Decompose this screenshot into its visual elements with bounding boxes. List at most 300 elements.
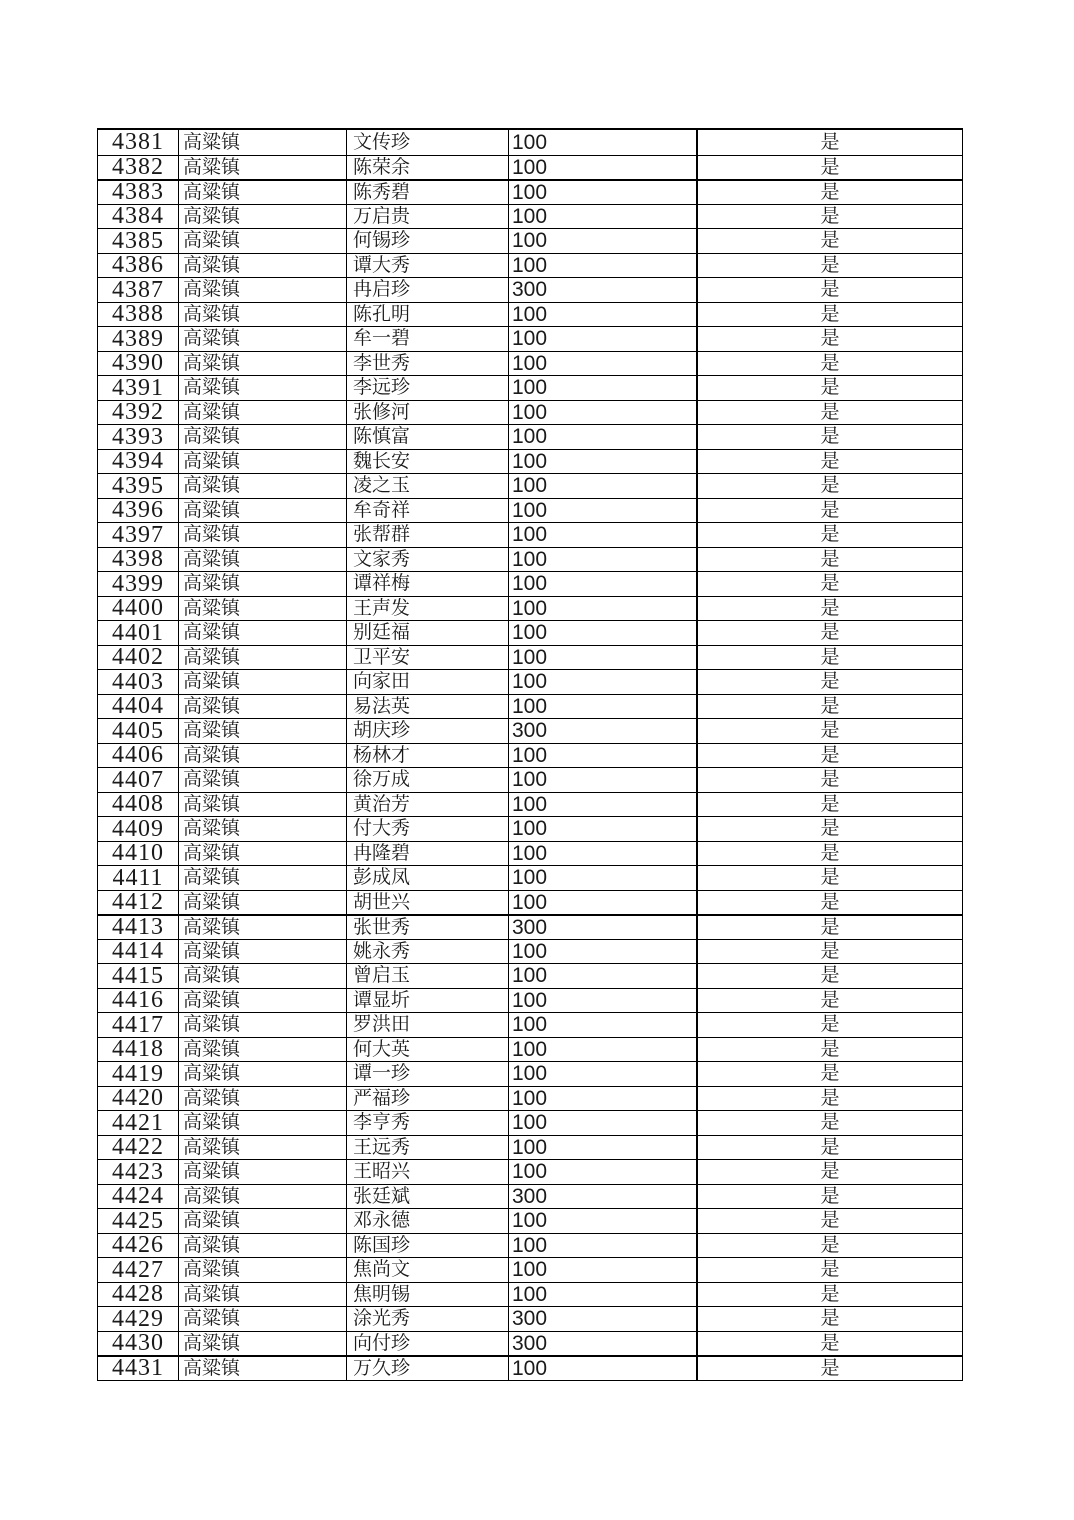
person-name-cell: 李亨秀 xyxy=(346,1111,508,1135)
serial-number-cell: 4400 xyxy=(112,596,164,620)
person-name-cell: 文传珍 xyxy=(346,130,508,155)
amount-cell: 100 xyxy=(508,1062,696,1086)
table-row xyxy=(98,1159,962,1184)
amount-cell: 100 xyxy=(508,964,696,988)
person-name-cell: 徐万成 xyxy=(346,768,508,792)
confirmed-cell: 是 xyxy=(696,744,962,768)
person-name-cell: 陈秀碧 xyxy=(346,181,508,204)
table-row xyxy=(98,1208,962,1233)
town-cell: 高粱镇 xyxy=(178,181,346,204)
serial-number-cell: 4418 xyxy=(112,1037,164,1061)
town-cell: 高粱镇 xyxy=(178,842,346,866)
person-name-cell: 胡庆珍 xyxy=(346,719,508,743)
table-row xyxy=(98,498,962,523)
amount-cell: 100 xyxy=(508,1013,696,1037)
serial-number-cell: 4416 xyxy=(112,988,164,1012)
table-row xyxy=(98,645,962,670)
confirmed-cell: 是 xyxy=(696,181,962,204)
person-name-cell: 何大英 xyxy=(346,1038,508,1062)
table-row xyxy=(98,1110,962,1135)
confirmed-cell: 是 xyxy=(696,1136,962,1160)
table-row xyxy=(98,792,962,817)
confirmed-cell: 是 xyxy=(696,719,962,743)
amount-cell: 100 xyxy=(508,450,696,474)
table-row xyxy=(98,694,962,719)
town-cell: 高粱镇 xyxy=(178,1307,346,1331)
amount-cell: 100 xyxy=(508,499,696,523)
confirmed-cell: 是 xyxy=(696,254,962,278)
serial-number-cell: 4384 xyxy=(112,204,164,228)
serial-number-cell: 4428 xyxy=(112,1282,164,1306)
table-row xyxy=(98,1233,962,1258)
town-cell: 高粱镇 xyxy=(178,229,346,253)
confirmed-cell: 是 xyxy=(696,130,962,155)
amount-cell: 100 xyxy=(508,891,696,915)
town-cell: 高粱镇 xyxy=(178,523,346,547)
amount-cell: 100 xyxy=(508,572,696,596)
confirmed-cell: 是 xyxy=(696,1111,962,1135)
person-name-cell: 何锡珍 xyxy=(346,229,508,253)
town-cell: 高粱镇 xyxy=(178,548,346,572)
serial-number-cell: 4395 xyxy=(112,474,164,498)
town-cell: 高粱镇 xyxy=(178,989,346,1013)
person-name-cell: 黄治芳 xyxy=(346,793,508,817)
serial-number-cell: 4382 xyxy=(112,155,164,179)
town-cell: 高粱镇 xyxy=(178,940,346,964)
confirmed-cell: 是 xyxy=(696,597,962,621)
town-cell: 高粱镇 xyxy=(178,572,346,596)
amount-cell: 100 xyxy=(508,352,696,376)
serial-number-cell: 4390 xyxy=(112,351,164,375)
town-cell: 高粱镇 xyxy=(178,1332,346,1356)
serial-number-cell: 4422 xyxy=(112,1135,164,1159)
serial-number-cell: 4399 xyxy=(112,572,164,596)
serial-number-cell: 4389 xyxy=(112,327,164,351)
amount-cell: 100 xyxy=(508,1160,696,1184)
town-cell: 高粱镇 xyxy=(178,695,346,719)
table-row xyxy=(98,326,962,351)
table-row xyxy=(98,179,962,204)
serial-number-cell: 4383 xyxy=(112,181,164,204)
table-row xyxy=(98,130,962,155)
amount-cell: 100 xyxy=(508,548,696,572)
confirmed-cell: 是 xyxy=(696,327,962,351)
amount-cell: 100 xyxy=(508,646,696,670)
person-name-cell: 张修河 xyxy=(346,401,508,425)
serial-number-cell: 4391 xyxy=(112,376,164,400)
town-cell: 高粱镇 xyxy=(178,744,346,768)
town-cell: 高粱镇 xyxy=(178,646,346,670)
confirmed-cell: 是 xyxy=(696,940,962,964)
amount-cell: 100 xyxy=(508,229,696,253)
confirmed-cell: 是 xyxy=(696,1185,962,1209)
amount-cell: 100 xyxy=(508,156,696,180)
amount-cell: 100 xyxy=(508,1087,696,1111)
confirmed-cell: 是 xyxy=(696,842,962,866)
person-name-cell: 陈孔明 xyxy=(346,303,508,327)
town-cell: 高粱镇 xyxy=(178,1258,346,1282)
serial-number-cell: 4398 xyxy=(112,547,164,571)
town-cell: 高粱镇 xyxy=(178,670,346,694)
serial-number-cell: 4403 xyxy=(112,670,164,694)
confirmed-cell: 是 xyxy=(696,646,962,670)
table-row xyxy=(98,228,962,253)
serial-number-cell: 4411 xyxy=(112,866,164,890)
confirmed-cell: 是 xyxy=(696,352,962,376)
serial-number-cell: 4394 xyxy=(112,449,164,473)
person-name-cell: 李世秀 xyxy=(346,352,508,376)
person-name-cell: 胡世兴 xyxy=(346,891,508,915)
amount-cell: 100 xyxy=(508,254,696,278)
table-row xyxy=(98,253,962,278)
serial-number-cell: 4405 xyxy=(112,719,164,743)
town-cell: 高粱镇 xyxy=(178,817,346,841)
amount-cell: 100 xyxy=(508,1209,696,1233)
confirmed-cell: 是 xyxy=(696,205,962,229)
town-cell: 高粱镇 xyxy=(178,327,346,351)
town-cell: 高粱镇 xyxy=(178,1160,346,1184)
table-row xyxy=(98,743,962,768)
table-row xyxy=(98,1306,962,1331)
amount-cell: 100 xyxy=(508,303,696,327)
table-row xyxy=(98,571,962,596)
confirmed-cell: 是 xyxy=(696,964,962,988)
amount-cell: 100 xyxy=(508,621,696,645)
amount-cell: 100 xyxy=(508,1357,696,1380)
town-cell: 高粱镇 xyxy=(178,621,346,645)
confirmed-cell: 是 xyxy=(696,768,962,792)
confirmed-cell: 是 xyxy=(696,156,962,180)
amount-cell: 100 xyxy=(508,523,696,547)
serial-number-cell: 4409 xyxy=(112,817,164,841)
town-cell: 高粱镇 xyxy=(178,866,346,890)
serial-number-cell: 4430 xyxy=(112,1331,164,1355)
town-cell: 高粱镇 xyxy=(178,376,346,400)
serial-number-cell: 4408 xyxy=(112,792,164,816)
confirmed-cell: 是 xyxy=(696,916,962,939)
person-name-cell: 易法英 xyxy=(346,695,508,719)
serial-number-cell: 4404 xyxy=(112,694,164,718)
serial-number-cell: 4427 xyxy=(112,1258,164,1282)
table-row xyxy=(98,963,962,988)
serial-number-cell: 4393 xyxy=(112,425,164,449)
person-name-cell: 牟奇祥 xyxy=(346,499,508,523)
table-row xyxy=(98,375,962,400)
serial-number-cell: 4414 xyxy=(112,939,164,963)
table-row xyxy=(98,547,962,572)
serial-number-cell: 4401 xyxy=(112,621,164,645)
person-name-cell: 付大秀 xyxy=(346,817,508,841)
serial-number-cell: 4420 xyxy=(112,1086,164,1110)
payment-record-table xyxy=(97,128,963,1381)
amount-cell: 100 xyxy=(508,376,696,400)
person-name-cell: 陈国珍 xyxy=(346,1234,508,1258)
person-name-cell: 张廷斌 xyxy=(346,1185,508,1209)
person-name-cell: 杨林才 xyxy=(346,744,508,768)
confirmed-cell: 是 xyxy=(696,474,962,498)
town-cell: 高粱镇 xyxy=(178,450,346,474)
table-row xyxy=(98,522,962,547)
confirmed-cell: 是 xyxy=(696,499,962,523)
confirmed-cell: 是 xyxy=(696,1062,962,1086)
confirmed-cell: 是 xyxy=(696,450,962,474)
person-name-cell: 王昭兴 xyxy=(346,1160,508,1184)
table-row xyxy=(98,155,962,180)
table-row xyxy=(98,1135,962,1160)
person-name-cell: 陈慎富 xyxy=(346,425,508,449)
table-row xyxy=(98,596,962,621)
town-cell: 高粱镇 xyxy=(178,891,346,915)
person-name-cell: 张帮群 xyxy=(346,523,508,547)
amount-cell: 300 xyxy=(508,916,696,939)
table-row xyxy=(98,1086,962,1111)
amount-cell: 100 xyxy=(508,181,696,204)
confirmed-cell: 是 xyxy=(696,1332,962,1356)
confirmed-cell: 是 xyxy=(696,425,962,449)
amount-cell: 100 xyxy=(508,425,696,449)
confirmed-cell: 是 xyxy=(696,548,962,572)
table-row xyxy=(98,1355,962,1380)
amount-cell: 100 xyxy=(508,474,696,498)
person-name-cell: 焦明锡 xyxy=(346,1283,508,1307)
town-cell: 高粱镇 xyxy=(178,156,346,180)
confirmed-cell: 是 xyxy=(696,1357,962,1380)
town-cell: 高粱镇 xyxy=(178,597,346,621)
confirmed-cell: 是 xyxy=(696,376,962,400)
person-name-cell: 谭大秀 xyxy=(346,254,508,278)
table-row xyxy=(98,1331,962,1356)
serial-number-cell: 4386 xyxy=(112,253,164,277)
town-cell: 高粱镇 xyxy=(178,719,346,743)
confirmed-cell: 是 xyxy=(696,891,962,915)
amount-cell: 100 xyxy=(508,1111,696,1135)
table-row xyxy=(98,669,962,694)
confirmed-cell: 是 xyxy=(696,401,962,425)
person-name-cell: 万久珍 xyxy=(346,1357,508,1380)
table-row xyxy=(98,890,962,915)
confirmed-cell: 是 xyxy=(696,989,962,1013)
serial-number-cell: 4406 xyxy=(112,743,164,767)
table-row xyxy=(98,1037,962,1062)
table-row xyxy=(98,865,962,890)
serial-number-cell: 4426 xyxy=(112,1233,164,1257)
town-cell: 高粱镇 xyxy=(178,1185,346,1209)
amount-cell: 100 xyxy=(508,597,696,621)
person-name-cell: 焦尚文 xyxy=(346,1258,508,1282)
amount-cell: 100 xyxy=(508,327,696,351)
amount-cell: 100 xyxy=(508,866,696,890)
amount-cell: 300 xyxy=(508,719,696,743)
person-name-cell: 严福珍 xyxy=(346,1087,508,1111)
amount-cell: 100 xyxy=(508,401,696,425)
person-name-cell: 牟一碧 xyxy=(346,327,508,351)
serial-number-cell: 4424 xyxy=(112,1184,164,1208)
town-cell: 高粱镇 xyxy=(178,916,346,939)
amount-cell: 100 xyxy=(508,744,696,768)
confirmed-cell: 是 xyxy=(696,572,962,596)
town-cell: 高粱镇 xyxy=(178,1111,346,1135)
amount-cell: 300 xyxy=(508,1332,696,1356)
confirmed-cell: 是 xyxy=(696,866,962,890)
table-row xyxy=(98,1012,962,1037)
town-cell: 高粱镇 xyxy=(178,425,346,449)
table-row xyxy=(98,988,962,1013)
person-name-cell: 罗洪田 xyxy=(346,1013,508,1037)
confirmed-cell: 是 xyxy=(696,1209,962,1233)
serial-number-cell: 4431 xyxy=(112,1357,164,1380)
town-cell: 高粱镇 xyxy=(178,278,346,302)
amount-cell: 300 xyxy=(508,1185,696,1209)
person-name-cell: 凌之玉 xyxy=(346,474,508,498)
person-name-cell: 冉隆碧 xyxy=(346,842,508,866)
person-name-cell: 王远秀 xyxy=(346,1136,508,1160)
serial-number-cell: 4397 xyxy=(112,523,164,547)
amount-cell: 100 xyxy=(508,1283,696,1307)
serial-number-cell: 4396 xyxy=(112,498,164,522)
town-cell: 高粱镇 xyxy=(178,499,346,523)
amount-cell: 100 xyxy=(508,940,696,964)
table-row xyxy=(98,424,962,449)
serial-number-cell: 4423 xyxy=(112,1160,164,1184)
person-name-cell: 万启贵 xyxy=(346,205,508,229)
town-cell: 高粱镇 xyxy=(178,205,346,229)
table-row xyxy=(98,914,962,939)
town-cell: 高粱镇 xyxy=(178,1136,346,1160)
person-name-cell: 谭显圻 xyxy=(346,989,508,1013)
serial-number-cell: 4392 xyxy=(112,400,164,424)
town-cell: 高粱镇 xyxy=(178,1234,346,1258)
town-cell: 高粱镇 xyxy=(178,768,346,792)
confirmed-cell: 是 xyxy=(696,1283,962,1307)
table-row xyxy=(98,1257,962,1282)
amount-cell: 100 xyxy=(508,1234,696,1258)
table-row xyxy=(98,1061,962,1086)
serial-number-cell: 4388 xyxy=(112,302,164,326)
town-cell: 高粱镇 xyxy=(178,1013,346,1037)
serial-number-cell: 4381 xyxy=(112,130,164,155)
person-name-cell: 文家秀 xyxy=(346,548,508,572)
serial-number-cell: 4417 xyxy=(112,1013,164,1037)
serial-number-cell: 4421 xyxy=(112,1111,164,1135)
town-cell: 高粱镇 xyxy=(178,793,346,817)
amount-cell: 100 xyxy=(508,695,696,719)
table-row xyxy=(98,939,962,964)
table-row xyxy=(98,1282,962,1307)
table-row xyxy=(98,204,962,229)
table-row xyxy=(98,277,962,302)
town-cell: 高粱镇 xyxy=(178,352,346,376)
amount-cell: 100 xyxy=(508,1136,696,1160)
amount-cell: 100 xyxy=(508,793,696,817)
person-name-cell: 陈荣余 xyxy=(346,156,508,180)
table-row xyxy=(98,473,962,498)
person-name-cell: 谭祥梅 xyxy=(346,572,508,596)
confirmed-cell: 是 xyxy=(696,1038,962,1062)
town-cell: 高粱镇 xyxy=(178,964,346,988)
serial-number-cell: 4402 xyxy=(112,645,164,669)
serial-number-cell: 4415 xyxy=(112,964,164,988)
confirmed-cell: 是 xyxy=(696,278,962,302)
serial-number-cell: 4429 xyxy=(112,1307,164,1331)
person-name-cell: 曾启玉 xyxy=(346,964,508,988)
confirmed-cell: 是 xyxy=(696,1087,962,1111)
table-row xyxy=(98,767,962,792)
town-cell: 高粱镇 xyxy=(178,1087,346,1111)
person-name-cell: 邓永德 xyxy=(346,1209,508,1233)
serial-number-cell: 4413 xyxy=(112,916,164,939)
confirmed-cell: 是 xyxy=(696,1160,962,1184)
amount-cell: 100 xyxy=(508,130,696,155)
town-cell: 高粱镇 xyxy=(178,130,346,155)
table-row xyxy=(98,718,962,743)
person-name-cell: 王声发 xyxy=(346,597,508,621)
town-cell: 高粱镇 xyxy=(178,1283,346,1307)
person-name-cell: 魏长安 xyxy=(346,450,508,474)
amount-cell: 100 xyxy=(508,842,696,866)
table-row xyxy=(98,1184,962,1209)
town-cell: 高粱镇 xyxy=(178,474,346,498)
person-name-cell: 卫平安 xyxy=(346,646,508,670)
amount-cell: 100 xyxy=(508,205,696,229)
amount-cell: 300 xyxy=(508,278,696,302)
serial-number-cell: 4419 xyxy=(112,1062,164,1086)
table-row xyxy=(98,620,962,645)
confirmed-cell: 是 xyxy=(696,523,962,547)
table-row xyxy=(98,816,962,841)
town-cell: 高粱镇 xyxy=(178,1062,346,1086)
town-cell: 高粱镇 xyxy=(178,254,346,278)
serial-number-cell: 4385 xyxy=(112,229,164,253)
table-row xyxy=(98,302,962,327)
confirmed-cell: 是 xyxy=(696,303,962,327)
confirmed-cell: 是 xyxy=(696,793,962,817)
town-cell: 高粱镇 xyxy=(178,1357,346,1380)
confirmed-cell: 是 xyxy=(696,817,962,841)
amount-cell: 100 xyxy=(508,989,696,1013)
person-name-cell: 彭成凤 xyxy=(346,866,508,890)
person-name-cell: 谭一珍 xyxy=(346,1062,508,1086)
confirmed-cell: 是 xyxy=(696,1234,962,1258)
confirmed-cell: 是 xyxy=(696,621,962,645)
serial-number-cell: 4425 xyxy=(112,1209,164,1233)
confirmed-cell: 是 xyxy=(696,229,962,253)
person-name-cell: 冉启珍 xyxy=(346,278,508,302)
amount-cell: 100 xyxy=(508,768,696,792)
town-cell: 高粱镇 xyxy=(178,1038,346,1062)
amount-cell: 300 xyxy=(508,1307,696,1331)
confirmed-cell: 是 xyxy=(696,1258,962,1282)
amount-cell: 100 xyxy=(508,817,696,841)
town-cell: 高粱镇 xyxy=(178,1209,346,1233)
amount-cell: 100 xyxy=(508,670,696,694)
town-cell: 高粱镇 xyxy=(178,303,346,327)
table-row xyxy=(98,841,962,866)
confirmed-cell: 是 xyxy=(696,1307,962,1331)
town-cell: 高粱镇 xyxy=(178,401,346,425)
amount-cell: 100 xyxy=(508,1038,696,1062)
serial-number-cell: 4410 xyxy=(112,841,164,865)
table-row xyxy=(98,449,962,474)
person-name-cell: 向家田 xyxy=(346,670,508,694)
table-row xyxy=(98,351,962,376)
serial-number-cell: 4407 xyxy=(112,768,164,792)
confirmed-cell: 是 xyxy=(696,670,962,694)
person-name-cell: 向付珍 xyxy=(346,1332,508,1356)
serial-number-cell: 4387 xyxy=(112,278,164,302)
person-name-cell: 李远珍 xyxy=(346,376,508,400)
person-name-cell: 姚永秀 xyxy=(346,940,508,964)
person-name-cell: 张世秀 xyxy=(346,916,508,939)
